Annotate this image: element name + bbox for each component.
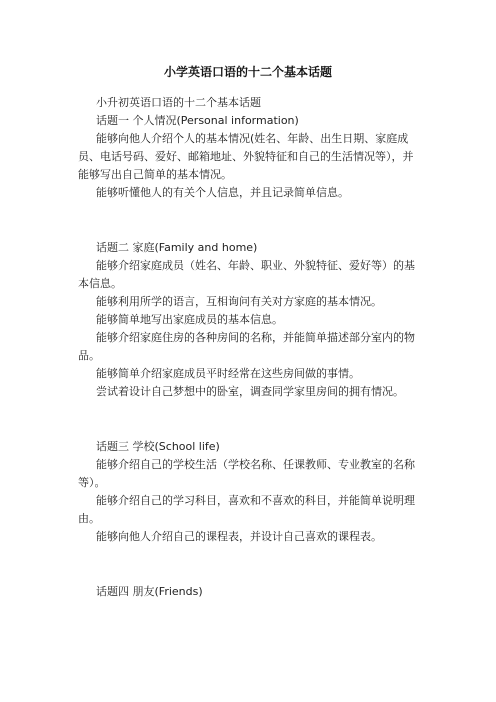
topic-1-line-1: 能够向他人介绍个人的基本情况(姓名、年龄、出生日期、家庭成员、电话号码、爱好、邮箱地址、外貌特征和自己的生活情况等），并能够写出自己简单的基本情况。	[78, 132, 414, 181]
section-spacer	[78, 401, 423, 438]
topic-2-line-1: 能够介绍家庭成员（姓名、年龄、职业、外貌特征、爱好等）的基本信息。	[78, 259, 415, 290]
topic-2-line-6: 尝试着设计自己梦想中的卧室，调查同学家里房间的拥有情况。	[96, 385, 404, 398]
document-body	[78, 94, 423, 601]
section-spacer	[78, 202, 423, 239]
section-spacer	[78, 546, 423, 583]
topic-3-line-1: 能够介绍自己的学校生活（学校名称、任课教师、专业教室的名称等）。	[78, 458, 415, 489]
topic-3-line-3: 能够向他人介绍自己的课程表，并设计自己喜欢的课程表。	[96, 530, 382, 543]
topic-2-line-5: 能够简单介绍家庭成员平时经常在这些房间做的事情。	[96, 367, 360, 380]
topic-2-line-2: 能够利用所学的语言，互相询问有关对方家庭的基本情况。	[96, 295, 382, 308]
intro-line: 小升初英语口语的十二个基本话题	[96, 96, 261, 109]
topic-1-heading: 话题一 个人情况(Personal information)	[96, 114, 299, 127]
topic-4-heading: 话题四 朋友(Friends)	[96, 585, 203, 598]
document-title: 小学英语口语的十二个基本话题	[163, 65, 332, 79]
topic-3-line-2: 能够介绍自己的学习科目，喜欢和不喜欢的科目，并能简单说明理由。	[78, 494, 415, 525]
topic-2-line-4: 能够介绍家庭住房的各种房间的名称，并能简单描述部分室内的物品。	[78, 331, 415, 362]
topic-3-heading: 话题三 学校(School life)	[96, 440, 220, 453]
topic-1-line-2: 能够听懂他人的有关个人信息，并且记录简单信息。	[96, 186, 349, 199]
topic-2-line-3: 能够简单地写出家庭成员的基本信息。	[96, 313, 283, 326]
topic-2-heading: 话题二 家庭(Family and home)	[96, 241, 258, 254]
